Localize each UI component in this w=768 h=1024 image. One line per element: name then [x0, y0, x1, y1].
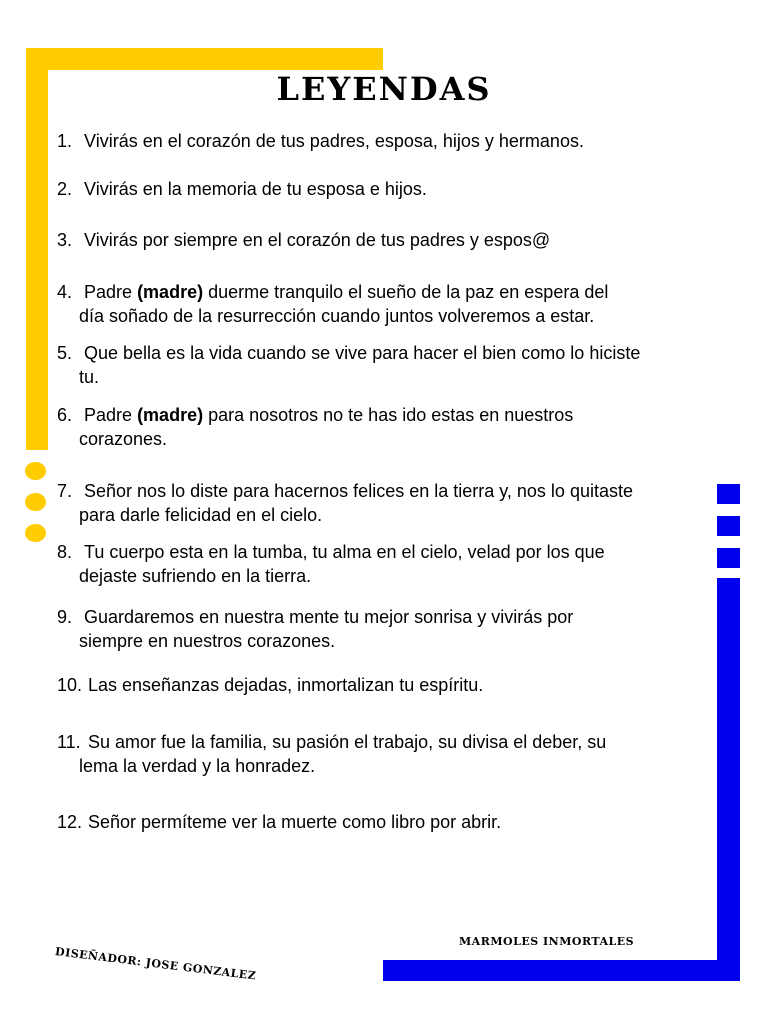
list-item [57, 540, 712, 588]
item-number: 1. [57, 131, 73, 151]
item-text-continued: día soñado de la resurrección cuando juntos volveremos a estar. [79, 306, 595, 326]
item-number: 4. [57, 282, 73, 302]
item-text: Padre (madre) para nosotros no te has ido estas en nuestros [84, 405, 574, 425]
item-bold-text: (madre) [137, 405, 204, 425]
item-text-continued: siempre en nuestros corazones. [79, 631, 336, 651]
item-text: Vivirás en la memoria de tu esposa e hijos. [84, 179, 427, 199]
item-number: 9. [57, 607, 73, 627]
company-name: MARMOLES INMORTALES [459, 935, 635, 948]
item-bold-text: (madre) [137, 282, 204, 302]
item-text: Vivirás en el corazón de tus padres, esposa, hijos y hermanos. [84, 131, 584, 151]
yellow-frame-top-bar [26, 48, 383, 70]
yellow-dot [25, 493, 46, 511]
item-text-continued: para darle felicidad en el cielo. [79, 505, 323, 525]
item-number: 7. [57, 481, 73, 501]
yellow-dot [25, 462, 46, 480]
item-text: Tu cuerpo esta en la tumba, tu alma en el cielo, velad por los que [84, 542, 605, 562]
item-text: Señor permíteme ver la muerte como libro por abrir. [88, 812, 502, 832]
yellow-frame-left-bar [26, 48, 48, 450]
item-text: Su amor fue la familia, su pasión el trabajo, su divisa el deber, su [88, 732, 607, 752]
item-text-continued: dejaste sufriendo en la tierra. [79, 566, 312, 586]
list-item [57, 228, 712, 252]
item-text: Que bella es la vida cuando se vive para hacer el bien como lo hiciste [84, 343, 641, 363]
item-number: 6. [57, 405, 73, 425]
item-text-continued: corazones. [79, 429, 168, 449]
list-item [57, 129, 712, 153]
blue-frame-right-bar [717, 578, 740, 981]
designer-credit: DISEÑADOR: JOSE GONZALEZ [54, 945, 257, 983]
item-number: 3. [57, 230, 73, 250]
item-number: 12. [57, 812, 83, 832]
list-item [57, 403, 712, 451]
list-item [57, 673, 712, 697]
list-item [57, 177, 712, 201]
item-text-continued: lema la verdad y la honradez. [79, 756, 316, 776]
page-title: LEYENDAS [276, 70, 492, 108]
item-number: 8. [57, 542, 73, 562]
blue-square [717, 516, 740, 536]
list-item [57, 341, 712, 389]
list-item [57, 280, 712, 328]
list-item [57, 605, 712, 653]
list-item [57, 810, 712, 834]
item-number: 5. [57, 343, 73, 363]
item-number: 2. [57, 179, 73, 199]
item-text: Vivirás por siempre en el corazón de tus padres y espos@ [84, 230, 551, 250]
item-number: 11. [57, 732, 81, 752]
item-text: Padre (madre) duerme tranquilo el sueño de la paz en espera del [84, 282, 609, 302]
blue-square [717, 548, 740, 568]
item-number: 10. [57, 675, 83, 695]
item-text: Guardaremos en nuestra mente tu mejor sonrisa y vivirás por [84, 607, 574, 627]
blue-square [717, 484, 740, 504]
list-item [57, 730, 712, 778]
item-text-continued: tu. [79, 367, 100, 387]
list-item [57, 479, 712, 527]
blue-frame-bottom-bar [383, 960, 740, 981]
item-text: Las enseñanzas dejadas, inmortalizan tu espíritu. [88, 675, 484, 695]
yellow-dot [25, 524, 46, 542]
item-text: Señor nos lo diste para hacernos felices en la tierra y, nos lo quitaste [84, 481, 633, 501]
